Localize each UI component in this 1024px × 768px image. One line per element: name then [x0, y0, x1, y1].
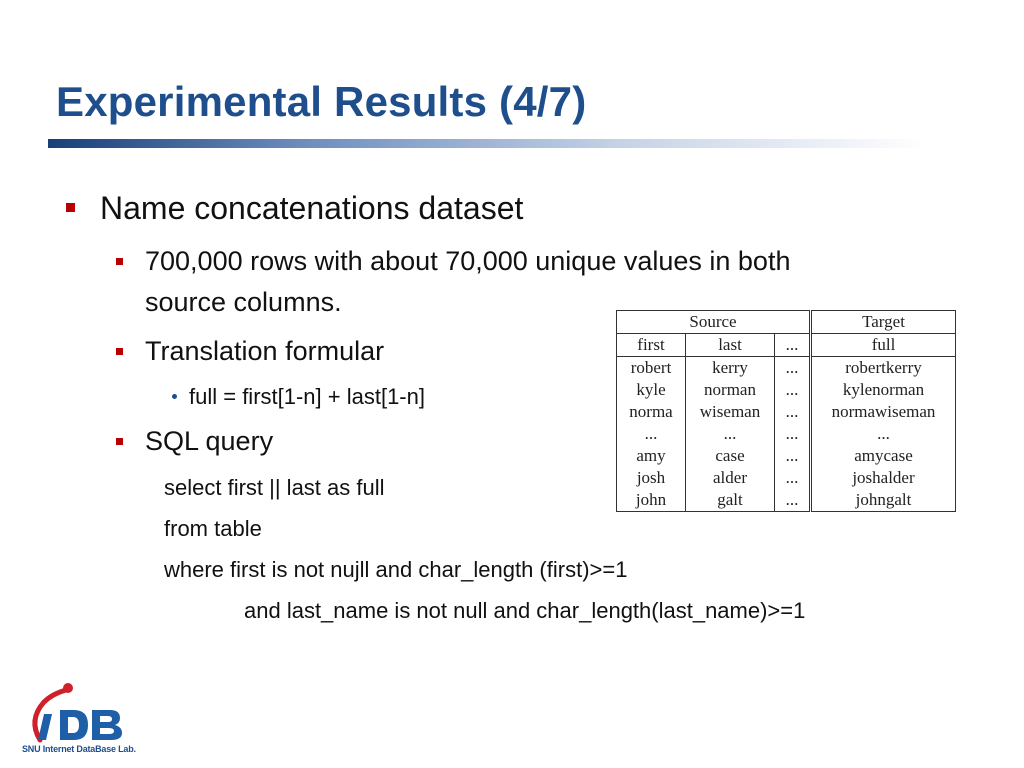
- bullet-rows-line1: 700,000 rows with about 70,000 unique values in both: [145, 246, 791, 276]
- table-row: [617, 489, 956, 512]
- bullet-marker: [172, 394, 177, 399]
- table-cell: ...: [775, 357, 811, 380]
- table-cell: ...: [775, 379, 811, 401]
- bullet-rows-line2: source columns.: [145, 287, 342, 317]
- table-cell: kerry: [686, 357, 775, 380]
- table-cell: amy: [636, 446, 666, 465]
- table-header-ellipsis: ...: [775, 334, 811, 357]
- title-underline: [48, 139, 928, 148]
- table-row: [617, 379, 956, 401]
- table-cell: ...: [775, 467, 811, 489]
- bullet-marker: [66, 203, 75, 212]
- table-cell: galt: [686, 489, 775, 512]
- table-cell: normawiseman: [811, 401, 956, 423]
- slide-title: Experimental Results (4/7): [56, 78, 587, 125]
- table-group-target: Target: [811, 311, 956, 334]
- bullet-translation-formular: Translation formular: [145, 336, 385, 366]
- bullet-sql-query: SQL query: [145, 426, 274, 456]
- sql-line-from: from table: [164, 516, 262, 541]
- logo-caption: SNU Internet DataBase Lab.: [22, 744, 136, 754]
- table-cell: norman: [686, 379, 775, 401]
- sql-line-where: where first is not nujll and char_length (first)>=1: [164, 557, 628, 582]
- bullet-marker: [116, 348, 123, 355]
- table-cell: john: [635, 490, 667, 509]
- table-cell: johngalt: [811, 489, 956, 512]
- table-row: [617, 357, 956, 380]
- table-cell: ...: [775, 445, 811, 467]
- table-cell: wiseman: [686, 401, 775, 423]
- table-header-full: full: [811, 334, 956, 357]
- table-cell: joshalder: [811, 467, 956, 489]
- table-cell: case: [686, 445, 775, 467]
- table-cell: alder: [686, 467, 775, 489]
- table-cell: josh: [636, 468, 666, 487]
- bullet-marker: [116, 438, 123, 445]
- formula-text: full = first[1-n] + last[1-n]: [189, 384, 425, 409]
- table-cell: kyle: [636, 380, 666, 399]
- table-row: [617, 445, 956, 467]
- table-cell: robertkerry: [811, 357, 956, 380]
- table-cell: kylenorman: [811, 379, 956, 401]
- table-cell: amycase: [811, 445, 956, 467]
- table-cell: ...: [775, 423, 811, 445]
- sql-line-select: select first || last as full: [164, 475, 385, 500]
- table-cell: ...: [644, 424, 658, 443]
- table-header-last: last: [686, 334, 775, 357]
- table-cell: ...: [775, 401, 811, 423]
- table-header-first: first: [617, 334, 686, 357]
- table-group-source: Source: [617, 311, 811, 334]
- table-cell: ...: [686, 423, 775, 445]
- table-cell: norma: [629, 402, 673, 421]
- table-cell: ...: [775, 489, 811, 512]
- table-cell: robert: [630, 358, 672, 377]
- table-row: [617, 423, 956, 445]
- example-data-table: [616, 310, 956, 512]
- table-row: [617, 401, 956, 423]
- table-cell: ...: [811, 423, 956, 445]
- bullet-marker: [116, 258, 123, 265]
- table-row: [617, 467, 956, 489]
- bullet-name-concatenations: Name concatenations dataset: [100, 190, 524, 226]
- sql-line-and: and last_name is not null and char_length(last_name)>=1: [244, 598, 806, 623]
